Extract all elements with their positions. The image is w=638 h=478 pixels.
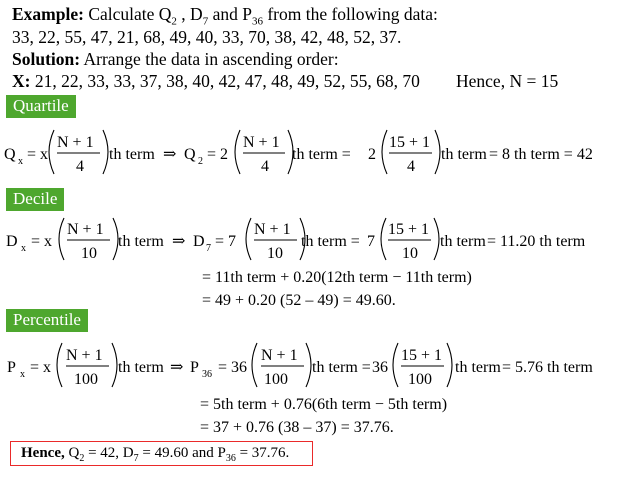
d-num-3: 15 + 1 [388, 221, 430, 238]
p-num-3: 15 + 1 [401, 347, 443, 364]
q-eq-x: = x [27, 146, 49, 163]
d-lhs: D [6, 233, 18, 250]
percentile-steps [0, 389, 638, 439]
p-step1: = 5th term + 0.76(6th term − 5th term) [200, 396, 448, 413]
q-th-term-1: th term [109, 146, 155, 163]
q-lhs: Q [4, 146, 16, 163]
q-den-1: 4 [76, 158, 84, 175]
implies-arrow: ⇒ [170, 359, 184, 376]
q-th-term-2: th term = [292, 146, 351, 163]
data-line: 33, 22, 55, 47, 21, 68, 49, 40, 33, 70, 38, 42, 48, 52, 37. [12, 27, 402, 47]
quartile-formula [0, 125, 638, 185]
paren-open [382, 130, 387, 174]
q-lhs-sub: x [18, 156, 23, 167]
d-den-3: 10 [402, 245, 418, 262]
d-den-1: 10 [81, 245, 97, 262]
paren-close [434, 218, 439, 260]
implies-arrow: ⇒ [163, 146, 177, 163]
x-label: X: [12, 71, 31, 91]
q-result: = 8 th term = 42 [489, 146, 593, 163]
p-den-2: 100 [264, 371, 288, 388]
d7-sub: 7 [206, 243, 211, 254]
paren-open [246, 218, 251, 260]
d-result: = 11.20 th term [487, 233, 586, 250]
sorted-line [12, 71, 632, 91]
d-coef: = 7 [215, 233, 237, 250]
hence-text: $Q_2 = 42$, $D_7 = 49.60$ and $P_{36} = 37.76$. [68, 445, 290, 464]
p36-sub: 36 [202, 369, 212, 380]
paren-close [103, 130, 108, 174]
percentile-badge: Percentile [6, 309, 88, 332]
d-eq-x: = x [31, 233, 53, 250]
q-den-2: 4 [261, 158, 269, 175]
p-result: = 5.76 th term [502, 359, 593, 376]
p-th-term-3: th term [455, 359, 501, 376]
q-coef-2: 2 [368, 146, 376, 163]
d-th-term-1: th term [118, 233, 164, 250]
q-num-3: 15 + 1 [389, 134, 431, 151]
paren-close [447, 343, 452, 387]
paren-open [252, 343, 257, 387]
d-num-1: N + 1 [67, 221, 104, 238]
d-num-2: N + 1 [254, 221, 291, 238]
conclusion-box [10, 441, 313, 466]
paren-close [112, 343, 117, 387]
solution-line [12, 49, 339, 69]
paren-close [306, 343, 311, 387]
d-coef-2: 7 [367, 233, 375, 250]
implies-arrow: ⇒ [172, 233, 186, 250]
q-coef: = 2 [207, 146, 229, 163]
paren-open [59, 218, 64, 260]
q2-label: Q [184, 146, 196, 163]
d-step1: = 11th term + 0.20(12th term − 11th term) [202, 269, 472, 286]
p-num-1: N + 1 [66, 347, 103, 364]
example-text: Calculate $Q_2$ , $D_7$ and $P_{36}$ from the following data: [88, 4, 438, 28]
paren-open [393, 343, 398, 387]
p-den-3: 100 [408, 371, 432, 388]
hence-label: Hence, [21, 445, 65, 461]
p-step2: = 37 + 0.76 (38 – 37) = 37.76. [200, 419, 394, 436]
paren-open [235, 130, 240, 174]
paren-open [57, 343, 62, 387]
p-coef-2: 36 [372, 359, 388, 376]
p-lhs: P [7, 359, 16, 376]
paren-open [49, 130, 54, 174]
d-th-term-2: th term = [301, 233, 360, 250]
q-den-3: 4 [407, 158, 415, 175]
p-num-2: N + 1 [261, 347, 298, 364]
p-lhs-sub: x [20, 369, 25, 380]
q2-sub: 2 [198, 156, 203, 167]
p-den-1: 100 [74, 371, 98, 388]
d7-label: D [193, 233, 205, 250]
p-th-term-1: th term [118, 359, 164, 376]
example-label: Example: [12, 4, 84, 24]
sorted-data: 21, 22, 33, 33, 37, 38, 40, 42, 47, 48, 49, 52, 55, 68, 70 [34, 71, 420, 91]
p36-label: P [190, 359, 199, 376]
solution-text: Arrange the data in ascending order: [83, 49, 339, 69]
d-step2: = 49 + 0.20 (52 – 49) = 49.60. [202, 292, 396, 309]
d-den-2: 10 [267, 245, 283, 262]
q-th-term-3: th term [441, 146, 487, 163]
decile-badge: Decile [6, 188, 64, 211]
p-coef: = 36 [218, 359, 248, 376]
decile-steps [0, 262, 638, 312]
d-lhs-sub: x [21, 243, 26, 254]
n-text: Hence, N = 15 [456, 71, 559, 91]
p-th-term-2: th term = [312, 359, 371, 376]
q-num-1: N + 1 [57, 134, 94, 151]
q-num-2: N + 1 [243, 134, 280, 151]
paren-open [381, 218, 386, 260]
paren-close [435, 130, 440, 174]
solution-label: Solution: [12, 49, 81, 69]
quartile-badge: Quartile [6, 95, 76, 118]
p-eq-x: = x [30, 359, 52, 376]
d-th-term-3: th term [440, 233, 486, 250]
